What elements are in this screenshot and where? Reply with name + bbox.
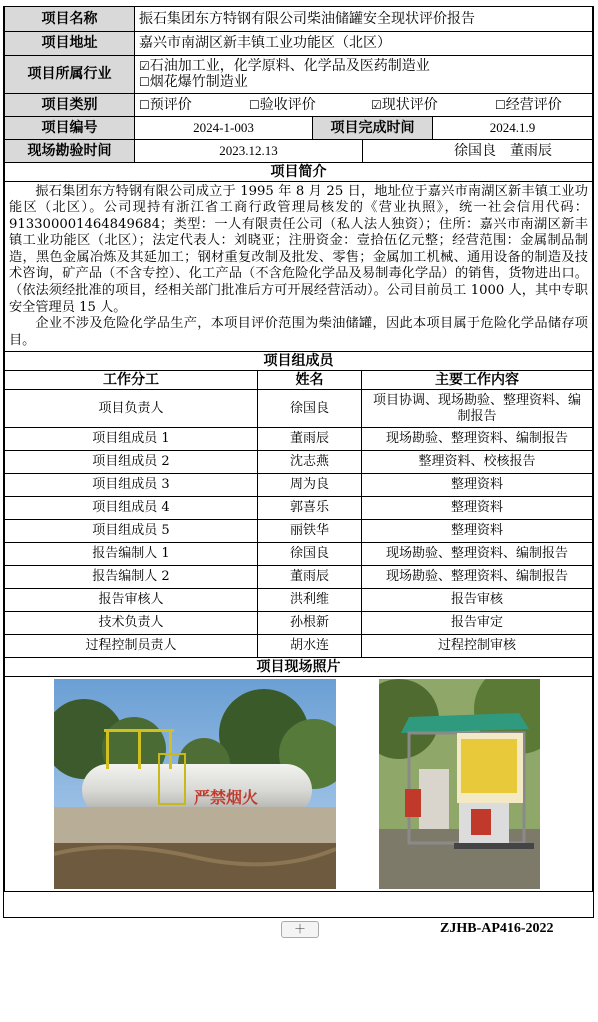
column-header-role: 工作分工	[5, 371, 258, 390]
photo-diesel-tank	[54, 679, 336, 889]
member-name: 董雨辰	[258, 566, 362, 589]
member-role: 技术负责人	[5, 612, 258, 635]
member-role: 报告编制人 2	[5, 566, 258, 589]
photos-heading: 项目现场照片	[5, 658, 593, 677]
member-work: 整理资料、校核报告	[362, 451, 593, 474]
checkbox-empty-icon: ☐	[495, 97, 506, 112]
checkbox-checked-icon: ☑	[139, 59, 150, 73]
project-type-label: 项目类别	[5, 93, 135, 116]
members-table	[4, 352, 593, 658]
member-work: 整理资料	[362, 520, 593, 543]
table-row	[5, 566, 593, 589]
table-row	[5, 612, 593, 635]
member-name: 徐国良	[258, 543, 362, 566]
industry-label: 项目所属行业	[5, 55, 135, 93]
member-name: 孙根新	[258, 612, 362, 635]
completion-time-value: 2024.1.9	[433, 116, 593, 139]
member-work: 报告审定	[362, 612, 593, 635]
type-option-operation[interactable]: ☐经营评价	[495, 96, 562, 113]
column-header-work: 主要工作内容	[362, 371, 593, 390]
member-name: 沈志燕	[258, 451, 362, 474]
type-option-status[interactable]: ☑现状评价	[371, 96, 438, 113]
member-work: 过程控制审核	[362, 635, 593, 658]
member-work: 现场勘验、整理资料、编制报告	[362, 428, 593, 451]
member-work: 项目协调、现场勘验、整理资料、编制报告	[362, 390, 593, 428]
checkbox-empty-icon: ☐	[139, 97, 150, 112]
member-work: 现场勘验、整理资料、编制报告	[362, 566, 593, 589]
table-row	[5, 474, 593, 497]
industry-option-petrochem[interactable]: ☑石油加工业，化学原料、化学品及医药制造业	[139, 58, 430, 74]
type-option-acceptance[interactable]: ☐验收评价	[249, 96, 316, 113]
photo-fuel-dispenser	[379, 679, 540, 889]
intro-paragraph-2: 企业不涉及危险化学品生产，本项目评价范围为柴油储罐，因此本项目属于危险化学品储存项目。	[9, 316, 588, 348]
column-header-name: 姓名	[258, 371, 362, 390]
checkbox-checked-icon: ☑	[371, 97, 382, 112]
member-role: 报告编制人 1	[5, 543, 258, 566]
member-work: 整理资料	[362, 474, 593, 497]
project-number-value: 2024-1-003	[135, 116, 313, 139]
table-row	[5, 543, 593, 566]
member-role: 项目组成员 1	[5, 428, 258, 451]
member-name: 丽铁华	[258, 520, 362, 543]
project-address-value: 嘉兴市南湖区新丰镇工业功能区（北区）	[135, 31, 593, 55]
table-row	[5, 589, 593, 612]
intro-paragraph-1: 振石集团东方特钢有限公司成立于 1995 年 8 月 25 日，地址位于嘉兴市南湖区新丰镇工业功能区（北区）。公司现持有浙江省工商行政管理局核发的《营业执照》，统一社会信用代码：913300001464849684；类型：一人有限责任公司（私人法人独资）；住所：嘉兴市南湖区新丰镇工业功能区（北区）；法定代表人：刘晓亚；注册资金：壹拾伍亿元整；经营范围：金属制品制造，黑色金属冶炼及其延加工；钢材重复改制及批发、零售；金属加工机械、通用设备的制造及技术咨询，矿产品（不含专控）、化工产品（不含危险化学品及易制毒化学品）的销售，货物进出口。（依法须经批准的项目，经相关部门批准后方可开展经营活动）。公司目前员工 1000 人，其中专职安全管理员 15 人。	[9, 183, 588, 315]
member-work: 整理资料	[362, 497, 593, 520]
members-heading: 项目组成员	[5, 352, 593, 371]
intro-table	[4, 163, 593, 353]
member-role: 报告审核人	[5, 589, 258, 612]
survey-time-value: 2023.12.13	[135, 139, 363, 162]
survey-people: 徐国良 董雨辰	[363, 139, 593, 162]
member-name: 董雨辰	[258, 428, 362, 451]
project-info-table	[4, 7, 593, 163]
table-row	[5, 428, 593, 451]
table-row	[5, 390, 593, 428]
industry-options	[135, 55, 593, 93]
member-role: 项目组成员 5	[5, 520, 258, 543]
project-name-label: 项目名称	[5, 7, 135, 31]
industry-option-fireworks[interactable]: ☐烟花爆竹制造业	[139, 74, 248, 90]
member-role: 项目负责人	[5, 390, 258, 428]
project-type-options	[135, 93, 593, 116]
checkbox-empty-icon: ☐	[249, 97, 260, 112]
intro-body	[5, 181, 593, 352]
tank-warning-sign: 严禁烟火	[194, 788, 259, 808]
report-sheet	[3, 6, 594, 918]
project-address-label: 项目地址	[5, 31, 135, 55]
project-name-value: 振石集团东方特钢有限公司柴油储罐安全现状评价报告	[135, 7, 593, 31]
project-number-label: 项目编号	[5, 116, 135, 139]
expand-button[interactable]: ＋	[281, 921, 319, 938]
member-role: 项目组成员 2	[5, 451, 258, 474]
table-row	[5, 451, 593, 474]
checkbox-empty-icon: ☐	[139, 75, 150, 89]
table-row	[5, 497, 593, 520]
member-role: 过程控制员责人	[5, 635, 258, 658]
type-option-pre[interactable]: ☐预评价	[139, 96, 192, 113]
member-work: 现场勘验、整理资料、编制报告	[362, 543, 593, 566]
document-code: ZJHB-AP416-2022	[440, 921, 554, 936]
member-name: 胡水连	[258, 635, 362, 658]
table-row	[5, 635, 593, 658]
member-name: 周为良	[258, 474, 362, 497]
member-name: 徐国良	[258, 390, 362, 428]
photos-table	[4, 658, 593, 892]
member-role: 项目组成员 3	[5, 474, 258, 497]
member-name: 郭喜乐	[258, 497, 362, 520]
completion-time-label: 项目完成时间	[313, 116, 433, 139]
member-rows	[5, 390, 593, 658]
photos-cell	[5, 677, 593, 892]
member-work: 报告审核	[362, 589, 593, 612]
survey-time-label: 现场勘验时间	[5, 139, 135, 162]
intro-heading: 项目简介	[5, 163, 593, 182]
member-role: 项目组成员 4	[5, 497, 258, 520]
table-row	[5, 520, 593, 543]
member-name: 洪利维	[258, 589, 362, 612]
